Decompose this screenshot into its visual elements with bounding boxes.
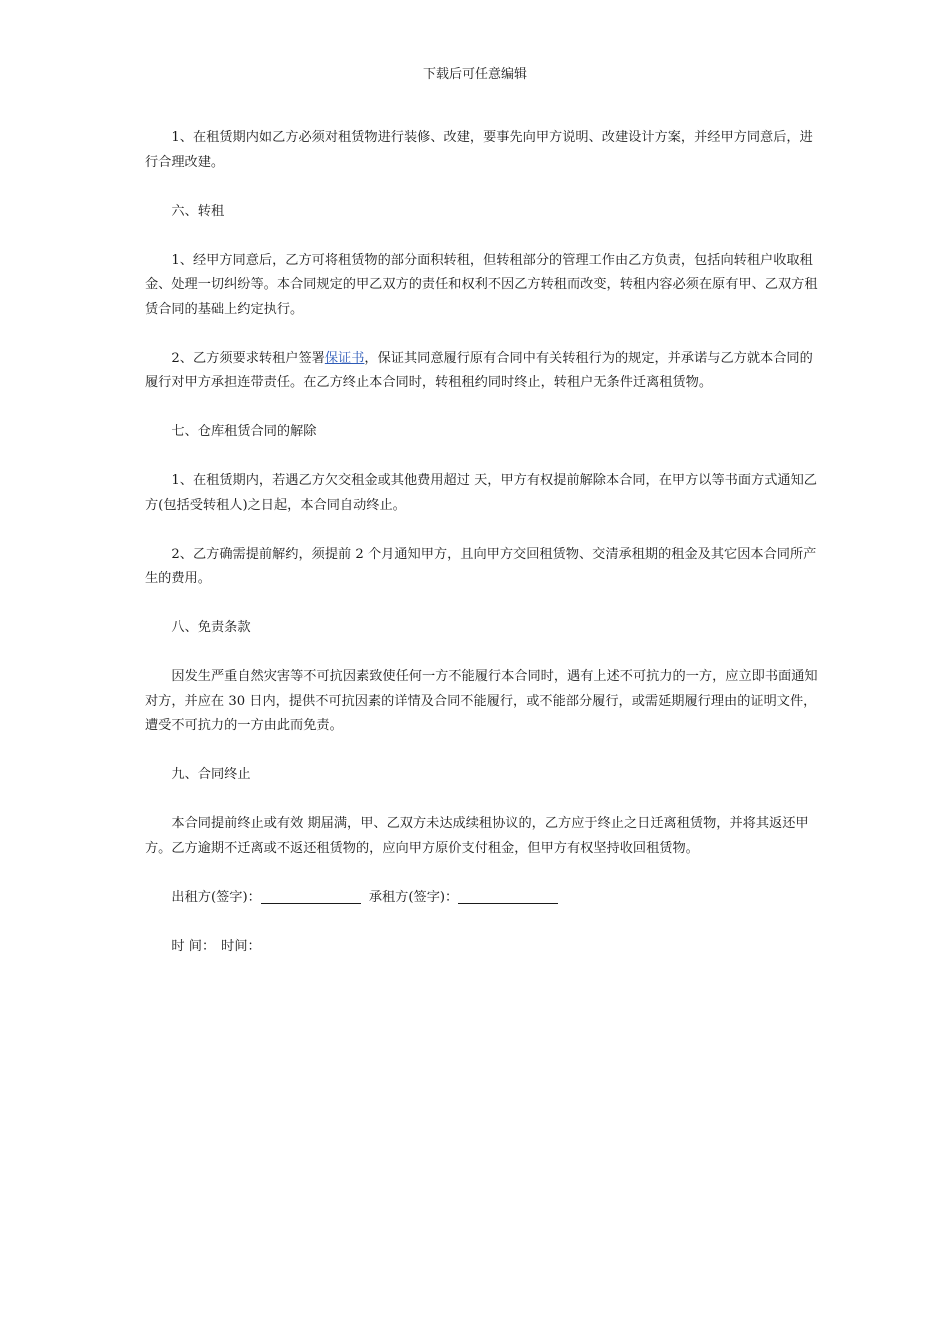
clause-7-2: 2、乙方确需提前解约，须提前 2 个月通知甲方，且向甲方交回租赁物、交清承租期的租金及其它因本合同所产生的费用。 [145, 546, 817, 586]
clause-7-1: 1、在租赁期内，若遇乙方欠交租金或其他费用超过 天，甲方有权提前解除本合同，在甲方以等书面方式通知乙方(包括受转租人)之日起，本合同自动终止。 [145, 473, 817, 513]
lessee-signature-label: 承租方(签字)： [368, 889, 459, 905]
lessor-time-label: 时 间： [171, 938, 216, 954]
section-9-heading: 九、合同终止 [171, 767, 251, 782]
time-row [145, 935, 825, 960]
clause-6-2-text-a: 2、乙方须要求转租户签署 [171, 350, 325, 366]
clause-8: 因发生严重自然灾害等不可抗因素致使任何一方不能履行本合同时，遇有上述不可抗力的一方，应立即书面通知对方，并应在 30 日内，提供不可抗因素的详情及合同不能履行，或不能部分履行，或需延期履行理由的证明文件，遭受不可抗力的一方由此而免责。 [145, 669, 818, 733]
clause-5-1: 1、在租赁期内如乙方必须对租赁物进行装修、改建，要事先向甲方说明、改建设计方案，并经甲方同意后，进行合理改建。 [145, 130, 813, 170]
lessor-signature-label: 出租方(签字)： [171, 889, 261, 905]
signature-row [145, 886, 825, 911]
section-6-heading: 六、转租 [171, 203, 225, 219]
section-7-heading: 七、仓库租赁合同的解除 [171, 424, 317, 439]
clause-6-1: 1、经甲方同意后，乙方可将租赁物的部分面积转租，但转租部分的管理工作由乙方负责，包括向转租户收取租金、处理一切纠纷等。本合同规定的甲乙双方的责任和权利不因乙方转租而改变，转租内容必须在原有甲、乙双方租赁合同的基础上约定执行。 [145, 252, 818, 317]
lessee-time-label: 时间： [221, 938, 261, 954]
guarantee-letter-link[interactable]: 保证书 [324, 350, 365, 366]
document-body [145, 126, 825, 984]
lessee-signature-line [458, 889, 558, 904]
lessor-signature-line [261, 889, 361, 904]
clause-9: 本合同提前终止或有效 期届满，甲、乙双方未达成续租协议的，乙方应于终止之日迁离租赁物，并将其返还甲方。乙方逾期不迁离或不返还租赁物的，应向甲方原价支付租金，但甲方有权坚持收回租赁物。 [145, 816, 809, 856]
page-header: 下载后可任意编辑 [422, 67, 527, 82]
clause-6-2 [145, 347, 825, 396]
clause-6-2-text-b: ，保证其同意履行原有合同中有关转租行为的规定，并承诺与乙方就本合同的履行对甲方承担连带责任。在乙方终止本合同时，转租租约同时终止，转租户无条件迁离租赁物。 [145, 350, 813, 390]
section-8-heading: 八、免责条款 [171, 620, 251, 635]
